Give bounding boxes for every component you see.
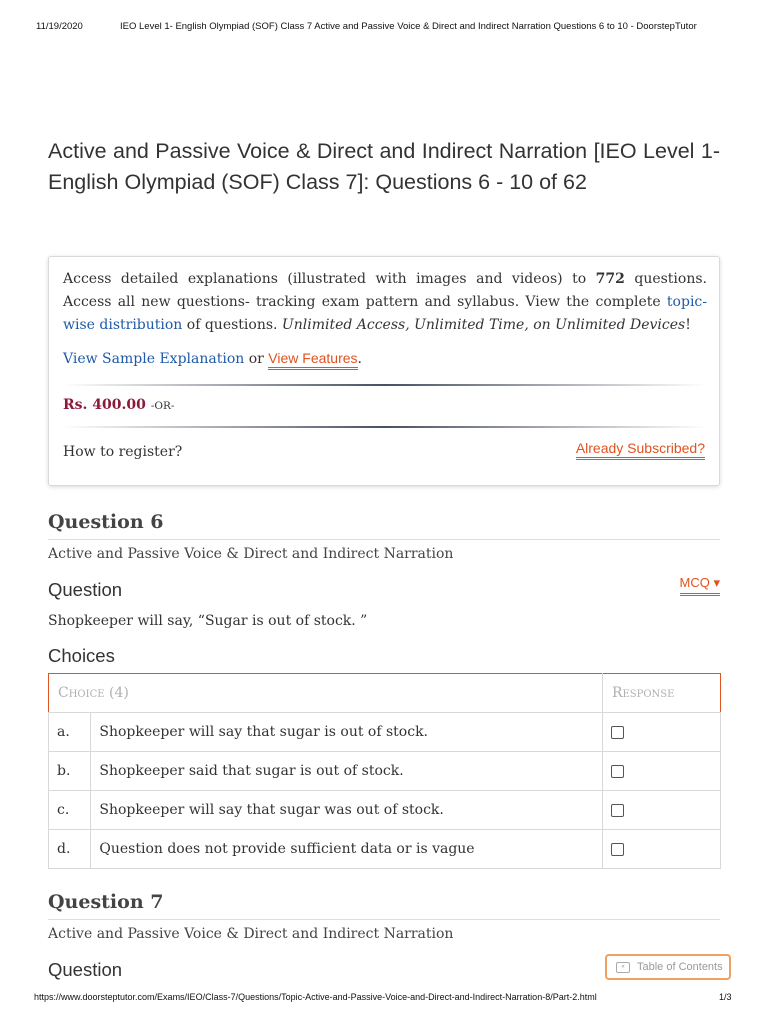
- sample-row: View Sample Explanation or View Features.: [63, 350, 362, 367]
- print-page-number: 1/3: [719, 992, 732, 1002]
- access-box: [48, 256, 720, 486]
- unlimited-text: Unlimited Access, Unlimited Time, on Unlimited Devices: [281, 317, 686, 333]
- print-document-title: IEO Level 1- English Olympiad (SOF) Class 7 Active and Passive Voice & Direct and Indirect Narration Questions 6 to 10 - DoorstepTutor: [120, 21, 697, 32]
- response-checkbox[interactable]: [611, 765, 624, 778]
- choice-row: [49, 830, 721, 869]
- choice-text: Shopkeeper said that sugar is out of stock.: [91, 752, 603, 791]
- question-label: Question: [48, 959, 123, 980]
- choice-row: [49, 752, 721, 791]
- response-checkbox[interactable]: [611, 726, 624, 739]
- question-6-heading: Question 6: [48, 511, 720, 540]
- choices-label: Choices: [48, 645, 115, 666]
- collapse-icon: «: [616, 962, 630, 973]
- choice-text: Shopkeeper will say that sugar was out of stock.: [91, 791, 603, 830]
- print-header: [0, 0, 768, 32]
- topic-distribution-link[interactable]: topic-wise distribution: [63, 294, 707, 333]
- print-url: https://www.doorsteptutor.com/Exams/IEO/Class-7/Questions/Topic-Active-and-Passive-Voice-and-Direct-and-Indirect-Narration-8/Part-2.html: [34, 992, 597, 1002]
- response-checkbox[interactable]: [611, 843, 624, 856]
- table-of-contents-label: Table of Contents: [637, 961, 723, 973]
- mcq-dropdown[interactable]: MCQ ▾: [680, 575, 720, 596]
- price: Rs. 400.00: [63, 397, 146, 413]
- print-date: 11/19/2020: [36, 21, 83, 32]
- choice-text: Question does not provide sufficient data or is vague: [91, 830, 603, 869]
- price-row: [63, 394, 174, 413]
- response-header: Response: [602, 674, 720, 713]
- choice-text: Shopkeeper will say that sugar is out of stock.: [91, 713, 603, 752]
- question-6-topic: Active and Passive Voice & Direct and Indirect Narration: [48, 546, 454, 562]
- question-7-topic: Active and Passive Voice & Direct and Indirect Narration: [48, 926, 454, 942]
- divider: [63, 384, 707, 386]
- choice-letter: a.: [49, 713, 91, 752]
- page-title: Active and Passive Voice & Direct and Indirect Narration [IEO Level 1- English Olympiad (SOF) Class 7]: Questions 6 - 10 of 62: [48, 139, 720, 194]
- choice-letter: b.: [49, 752, 91, 791]
- choice-row: [49, 791, 721, 830]
- view-features-link[interactable]: View Features: [268, 350, 357, 370]
- already-subscribed-link[interactable]: Already Subscribed?: [576, 440, 705, 460]
- print-footer: [0, 992, 768, 1006]
- access-description: Access detailed explanations (illustrated with images and videos) to 772 questions. Access all new questions- tracking exam pattern and syllabus. View the complete topic-wise distribution of questions. Unlimited Access, Unlimited Time, on Unlimited Devices!: [63, 271, 707, 333]
- question-count: 772: [595, 271, 625, 287]
- how-to-register-link[interactable]: How to register?: [63, 444, 183, 460]
- divider: [63, 426, 707, 428]
- choices-table: [48, 673, 721, 869]
- choice-letter: c.: [49, 791, 91, 830]
- choice-letter: d.: [49, 830, 91, 869]
- table-of-contents-button[interactable]: [605, 954, 731, 980]
- question-label: Question: [48, 579, 123, 600]
- question-7-heading: Question 7: [48, 891, 720, 920]
- choice-header: Choice (4): [49, 674, 603, 713]
- response-checkbox[interactable]: [611, 804, 624, 817]
- view-sample-explanation-link[interactable]: View Sample Explanation: [63, 351, 245, 367]
- question-text: Shopkeeper will say, “Sugar is out of stock. ”: [48, 613, 368, 629]
- choice-row: [49, 713, 721, 752]
- or-separator: -OR-: [150, 400, 175, 412]
